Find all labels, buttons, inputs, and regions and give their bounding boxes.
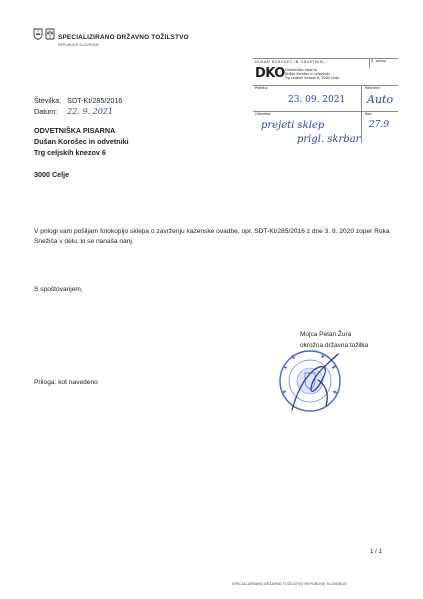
attachment-note: Priloga: kot navedeno [34,379,98,386]
stamp-firm-line1: Odvetniška pisarna [285,68,317,72]
date-row [34,107,113,116]
number-label: Številka: [34,96,62,105]
greeting: S spoštovanjem, [34,286,83,293]
handwritten-note-1: prejeti sklep [261,120,325,131]
stamp-firm-block [285,68,339,80]
organization-name: SPECIALIZIRANO DRŽAVNO TOŽILSTVO [58,34,189,41]
recipient-street: Trg celjskih knezov 6 [34,148,106,157]
stamp-top-label: DUŠAN KOROŠEC IN ODVETNIKI [255,60,325,64]
recipient-city: 3000 Celje [34,170,70,179]
received-stamp [253,58,398,150]
recipient-firm: ODVETNIŠKA PISARNA [34,126,116,135]
page-number: 1 / 1 [370,548,383,555]
stamp-corner-label: 5. prilog [371,59,386,63]
stamp-logo: DKO [255,66,285,81]
stamp-firm-line3: Trg celjskih knezov 6, 3000 Celje [285,76,339,81]
body-paragraph: V prilogi vam pošiljam fotokopijo sklepa o zavrženju kazenske ovadbe, opr. SDT-Kt/285/2016 z dne 3. 8. 2020 zoper Roka Snežiča v delu, ki se nanaša nanj. [34,228,390,246]
signatory-name: Mojca Petan Žura [300,331,352,338]
stamp-col2-label: Referent: [365,86,381,90]
prosecutor-emblem-icon [45,28,55,40]
footer-organization: SPECIALIZIRANO DRŽAVNO TOŽILSTVO REPUBLIKE SLOVENIJE [232,582,347,586]
recipient-name: Dušan Korošec in odvetniki [34,137,129,146]
signatory-title: okrožna državna tožilka [300,342,369,349]
stamp-firm-line2: Dušan Korošec in odvetniki [285,72,330,77]
stamp-date: 23. 09. 2021 [288,95,346,105]
slovenia-coat-of-arms-icon [33,28,43,40]
stamp-sender-label: Odvedbo: [255,112,272,116]
date-value: 22. 9. 2021 [67,107,113,116]
number-value: SDT-Kt/285/2016 [67,96,123,105]
stamp-rok-label: Rok: [365,112,373,116]
date-label: Datum: [34,107,58,116]
handwritten-note-2: prigl. skrbar [297,134,361,145]
organization-subtitle: REPUBLIKE SLOVENIJE [58,43,99,47]
reference-row [34,96,122,105]
handwritten-date: 27.9 [369,120,390,130]
stamp-initial: Auto [367,93,394,106]
stamp-received-label: Prejeto: [255,86,268,90]
